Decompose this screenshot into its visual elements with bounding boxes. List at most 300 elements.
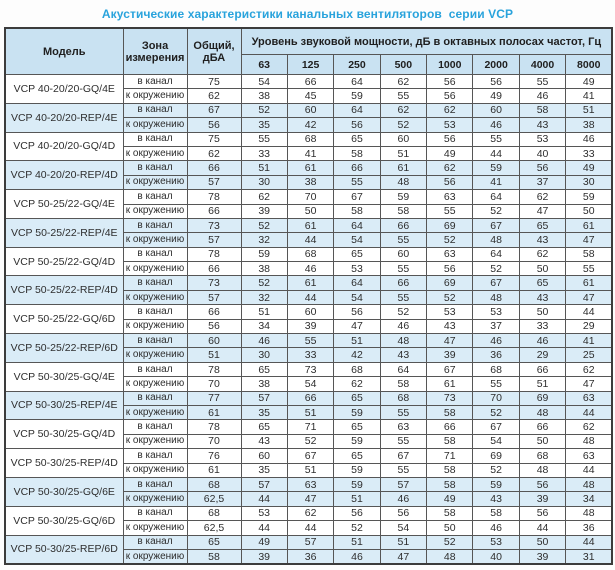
level-cell: 55 bbox=[380, 89, 426, 103]
model-cell: VCP 50-25/22-REP/6D bbox=[5, 334, 123, 363]
total-dba-cell: 57 bbox=[187, 233, 241, 247]
level-cell: 53 bbox=[427, 305, 473, 319]
level-cell: 68 bbox=[380, 391, 426, 405]
table-row bbox=[5, 391, 612, 405]
level-cell: 45 bbox=[287, 89, 333, 103]
level-cell: 48 bbox=[427, 549, 473, 564]
level-cell: 50 bbox=[519, 305, 565, 319]
level-cell: 38 bbox=[287, 175, 333, 189]
level-cell: 50 bbox=[519, 535, 565, 549]
level-cell: 29 bbox=[519, 348, 565, 362]
level-cell: 58 bbox=[427, 477, 473, 491]
level-cell: 43 bbox=[473, 492, 519, 506]
total-dba-cell: 70 bbox=[187, 434, 241, 448]
level-cell: 49 bbox=[473, 89, 519, 103]
level-cell: 62 bbox=[380, 103, 426, 117]
level-cell: 58 bbox=[427, 506, 473, 520]
level-cell: 62 bbox=[519, 247, 565, 261]
level-cell: 64 bbox=[334, 103, 380, 117]
page-title: Акустические характеристики канальных вентиляторов серии VCP bbox=[101, 7, 514, 21]
total-dba-cell: 62,5 bbox=[187, 492, 241, 506]
level-cell: 60 bbox=[287, 305, 333, 319]
level-cell: 50 bbox=[519, 262, 565, 276]
col-header-freq-2000: 2000 bbox=[473, 55, 519, 75]
level-cell: 62 bbox=[566, 420, 612, 434]
level-cell: 52 bbox=[473, 262, 519, 276]
col-header-freq-125: 125 bbox=[287, 55, 333, 75]
level-cell: 48 bbox=[473, 290, 519, 304]
model-cell: VCP 50-25/22-REP/4E bbox=[5, 218, 123, 247]
total-dba-cell: 62 bbox=[187, 146, 241, 160]
level-cell: 52 bbox=[334, 521, 380, 535]
total-dba-cell: 68 bbox=[187, 477, 241, 491]
zone-to-env-cell: к окружению bbox=[123, 319, 187, 333]
level-cell: 56 bbox=[427, 175, 473, 189]
level-cell: 46 bbox=[287, 262, 333, 276]
level-cell: 59 bbox=[334, 434, 380, 448]
level-cell: 68 bbox=[287, 247, 333, 261]
level-cell: 58 bbox=[380, 377, 426, 391]
table-row bbox=[5, 535, 612, 549]
level-cell: 52 bbox=[473, 405, 519, 419]
level-cell: 59 bbox=[334, 89, 380, 103]
level-cell: 58 bbox=[427, 405, 473, 419]
zone-to-env-cell: к окружению bbox=[123, 434, 187, 448]
level-cell: 63 bbox=[566, 449, 612, 463]
zone-in-duct-cell: в канал bbox=[123, 75, 187, 89]
level-cell: 30 bbox=[241, 348, 287, 362]
table-row bbox=[5, 190, 612, 204]
zone-to-env-cell: к окружению bbox=[123, 262, 187, 276]
level-cell: 44 bbox=[241, 492, 287, 506]
level-cell: 34 bbox=[241, 319, 287, 333]
level-cell: 44 bbox=[566, 405, 612, 419]
level-cell: 66 bbox=[519, 420, 565, 434]
level-cell: 53 bbox=[473, 535, 519, 549]
table-row bbox=[5, 103, 612, 117]
level-cell: 29 bbox=[566, 319, 612, 333]
level-cell: 53 bbox=[427, 118, 473, 132]
zone-to-env-cell: к окружению bbox=[123, 204, 187, 218]
level-cell: 47 bbox=[566, 377, 612, 391]
level-cell: 59 bbox=[473, 161, 519, 175]
level-cell: 55 bbox=[287, 334, 333, 348]
zone-to-env-cell: к окружению bbox=[123, 549, 187, 564]
level-cell: 56 bbox=[334, 118, 380, 132]
level-cell: 55 bbox=[473, 132, 519, 146]
table-row bbox=[5, 132, 612, 146]
level-cell: 53 bbox=[519, 132, 565, 146]
level-cell: 33 bbox=[287, 348, 333, 362]
level-cell: 57 bbox=[287, 535, 333, 549]
level-cell: 59 bbox=[334, 463, 380, 477]
level-cell: 39 bbox=[519, 549, 565, 564]
level-cell: 66 bbox=[287, 391, 333, 405]
level-cell: 46 bbox=[473, 118, 519, 132]
level-cell: 63 bbox=[380, 420, 426, 434]
level-cell: 56 bbox=[473, 75, 519, 89]
level-cell: 39 bbox=[287, 319, 333, 333]
level-cell: 64 bbox=[380, 362, 426, 376]
level-cell: 62 bbox=[241, 190, 287, 204]
level-cell: 46 bbox=[566, 132, 612, 146]
level-cell: 53 bbox=[473, 305, 519, 319]
table-row bbox=[5, 305, 612, 319]
table-row bbox=[5, 420, 612, 434]
level-cell: 52 bbox=[473, 463, 519, 477]
level-cell: 65 bbox=[334, 247, 380, 261]
model-cell: VCP 50-25/22-REP/4D bbox=[5, 276, 123, 305]
level-cell: 49 bbox=[427, 146, 473, 160]
level-cell: 30 bbox=[241, 175, 287, 189]
level-cell: 62 bbox=[334, 377, 380, 391]
level-cell: 33 bbox=[241, 146, 287, 160]
level-cell: 37 bbox=[473, 319, 519, 333]
level-cell: 41 bbox=[566, 334, 612, 348]
level-cell: 55 bbox=[473, 377, 519, 391]
model-cell: VCP 50-25/22-GQ/4E bbox=[5, 190, 123, 219]
col-header-freq-250: 250 bbox=[334, 55, 380, 75]
table-body bbox=[5, 75, 612, 565]
total-dba-cell: 62 bbox=[187, 89, 241, 103]
col-header-freq-63: 63 bbox=[241, 55, 287, 75]
level-cell: 55 bbox=[427, 204, 473, 218]
total-dba-cell: 66 bbox=[187, 204, 241, 218]
total-dba-cell: 68 bbox=[187, 506, 241, 520]
zone-to-env-cell: к окружению bbox=[123, 89, 187, 103]
zone-to-env-cell: к окружению bbox=[123, 405, 187, 419]
level-cell: 52 bbox=[380, 305, 426, 319]
level-cell: 59 bbox=[380, 190, 426, 204]
level-cell: 39 bbox=[519, 492, 565, 506]
level-cell: 52 bbox=[427, 535, 473, 549]
level-cell: 56 bbox=[427, 262, 473, 276]
level-cell: 41 bbox=[473, 175, 519, 189]
level-cell: 56 bbox=[519, 477, 565, 491]
zone-in-duct-cell: в канал bbox=[123, 334, 187, 348]
level-cell: 61 bbox=[287, 276, 333, 290]
level-cell: 58 bbox=[334, 146, 380, 160]
level-cell: 56 bbox=[427, 75, 473, 89]
level-cell: 62 bbox=[427, 103, 473, 117]
level-cell: 67 bbox=[427, 362, 473, 376]
level-cell: 51 bbox=[380, 535, 426, 549]
level-cell: 66 bbox=[519, 362, 565, 376]
total-dba-cell: 58 bbox=[187, 549, 241, 564]
level-cell: 38 bbox=[241, 89, 287, 103]
level-cell: 70 bbox=[473, 391, 519, 405]
level-cell: 57 bbox=[380, 477, 426, 491]
level-cell: 54 bbox=[380, 521, 426, 535]
level-cell: 44 bbox=[566, 305, 612, 319]
level-cell: 61 bbox=[287, 161, 333, 175]
level-cell: 47 bbox=[566, 290, 612, 304]
level-cell: 61 bbox=[427, 377, 473, 391]
level-cell: 67 bbox=[380, 449, 426, 463]
total-dba-cell: 56 bbox=[187, 319, 241, 333]
level-cell: 44 bbox=[566, 463, 612, 477]
level-cell: 38 bbox=[241, 262, 287, 276]
level-cell: 38 bbox=[566, 118, 612, 132]
level-cell: 34 bbox=[566, 492, 612, 506]
level-cell: 67 bbox=[473, 218, 519, 232]
zone-to-env-cell: к окружению bbox=[123, 492, 187, 506]
level-cell: 65 bbox=[334, 132, 380, 146]
level-cell: 35 bbox=[241, 463, 287, 477]
level-cell: 33 bbox=[519, 319, 565, 333]
col-header-freq-500: 500 bbox=[380, 55, 426, 75]
total-dba-cell: 66 bbox=[187, 262, 241, 276]
total-dba-cell: 78 bbox=[187, 362, 241, 376]
table-row bbox=[5, 506, 612, 520]
level-cell: 61 bbox=[380, 161, 426, 175]
model-cell: VCP 40-20/20-REP/4D bbox=[5, 161, 123, 190]
zone-to-env-cell: к окружению bbox=[123, 521, 187, 535]
level-cell: 36 bbox=[287, 549, 333, 564]
level-cell: 25 bbox=[566, 348, 612, 362]
level-cell: 51 bbox=[380, 146, 426, 160]
level-cell: 44 bbox=[287, 233, 333, 247]
level-cell: 43 bbox=[380, 348, 426, 362]
level-cell: 48 bbox=[566, 434, 612, 448]
level-cell: 52 bbox=[241, 276, 287, 290]
level-cell: 39 bbox=[241, 204, 287, 218]
level-cell: 48 bbox=[566, 477, 612, 491]
zone-in-duct-cell: в канал bbox=[123, 190, 187, 204]
level-cell: 55 bbox=[334, 175, 380, 189]
level-cell: 56 bbox=[519, 161, 565, 175]
level-cell: 52 bbox=[427, 290, 473, 304]
level-cell: 69 bbox=[473, 449, 519, 463]
model-cell: VCP 50-30/25-REP/6D bbox=[5, 535, 123, 564]
level-cell: 73 bbox=[427, 391, 473, 405]
level-cell: 67 bbox=[473, 420, 519, 434]
level-cell: 69 bbox=[519, 391, 565, 405]
zone-to-env-cell: к окружению bbox=[123, 463, 187, 477]
level-cell: 47 bbox=[287, 492, 333, 506]
level-cell: 60 bbox=[380, 132, 426, 146]
model-cell: VCP 50-30/25-GQ/4D bbox=[5, 420, 123, 449]
level-cell: 58 bbox=[566, 247, 612, 261]
zone-to-env-cell: к окружению bbox=[123, 348, 187, 362]
level-cell: 40 bbox=[519, 146, 565, 160]
level-cell: 59 bbox=[241, 247, 287, 261]
level-cell: 38 bbox=[241, 377, 287, 391]
level-cell: 63 bbox=[566, 391, 612, 405]
level-cell: 48 bbox=[380, 175, 426, 189]
zone-in-duct-cell: в канал bbox=[123, 103, 187, 117]
level-cell: 70 bbox=[287, 190, 333, 204]
level-cell: 36 bbox=[473, 348, 519, 362]
model-cell: VCP 50-25/22-GQ/6D bbox=[5, 305, 123, 334]
level-cell: 44 bbox=[566, 535, 612, 549]
total-dba-cell: 57 bbox=[187, 290, 241, 304]
level-cell: 62 bbox=[566, 362, 612, 376]
total-dba-cell: 73 bbox=[187, 276, 241, 290]
level-cell: 52 bbox=[241, 103, 287, 117]
level-cell: 68 bbox=[334, 362, 380, 376]
level-cell: 67 bbox=[334, 190, 380, 204]
level-cell: 59 bbox=[473, 477, 519, 491]
level-cell: 55 bbox=[566, 262, 612, 276]
zone-in-duct-cell: в канал bbox=[123, 477, 187, 491]
zone-to-env-cell: к окружению bbox=[123, 290, 187, 304]
level-cell: 52 bbox=[287, 434, 333, 448]
zone-in-duct-cell: в канал bbox=[123, 247, 187, 261]
level-cell: 56 bbox=[334, 305, 380, 319]
level-cell: 50 bbox=[519, 434, 565, 448]
table-row bbox=[5, 161, 612, 175]
level-cell: 56 bbox=[380, 506, 426, 520]
level-cell: 33 bbox=[566, 146, 612, 160]
zone-to-env-cell: к окружению bbox=[123, 377, 187, 391]
level-cell: 50 bbox=[287, 204, 333, 218]
level-cell: 42 bbox=[287, 118, 333, 132]
table-row bbox=[5, 334, 612, 348]
level-cell: 66 bbox=[334, 161, 380, 175]
level-cell: 48 bbox=[519, 405, 565, 419]
level-cell: 58 bbox=[380, 204, 426, 218]
table-row bbox=[5, 449, 612, 463]
table-header bbox=[5, 28, 612, 75]
table-row bbox=[5, 276, 612, 290]
level-cell: 51 bbox=[287, 405, 333, 419]
level-cell: 51 bbox=[334, 535, 380, 549]
level-cell: 66 bbox=[287, 75, 333, 89]
level-cell: 51 bbox=[287, 463, 333, 477]
zone-in-duct-cell: в канал bbox=[123, 535, 187, 549]
level-cell: 47 bbox=[519, 204, 565, 218]
level-cell: 60 bbox=[241, 449, 287, 463]
level-cell: 35 bbox=[241, 405, 287, 419]
level-cell: 61 bbox=[566, 276, 612, 290]
level-cell: 44 bbox=[287, 290, 333, 304]
level-cell: 58 bbox=[473, 506, 519, 520]
total-dba-cell: 62,5 bbox=[187, 521, 241, 535]
level-cell: 60 bbox=[287, 103, 333, 117]
level-cell: 51 bbox=[241, 305, 287, 319]
level-cell: 68 bbox=[473, 362, 519, 376]
level-cell: 64 bbox=[334, 218, 380, 232]
zone-in-duct-cell: в канал bbox=[123, 132, 187, 146]
level-cell: 50 bbox=[566, 204, 612, 218]
level-cell: 49 bbox=[241, 535, 287, 549]
level-cell: 57 bbox=[241, 391, 287, 405]
level-cell: 46 bbox=[473, 521, 519, 535]
level-cell: 51 bbox=[241, 161, 287, 175]
level-cell: 62 bbox=[380, 75, 426, 89]
level-cell: 60 bbox=[473, 103, 519, 117]
total-dba-cell: 76 bbox=[187, 449, 241, 463]
level-cell: 43 bbox=[519, 233, 565, 247]
level-cell: 56 bbox=[334, 506, 380, 520]
table-row bbox=[5, 75, 612, 89]
level-cell: 52 bbox=[380, 118, 426, 132]
model-cell: VCP 40-20/20-GQ/4E bbox=[5, 75, 123, 104]
model-cell: VCP 50-30/25-GQ/6E bbox=[5, 477, 123, 506]
level-cell: 59 bbox=[334, 405, 380, 419]
total-dba-cell: 75 bbox=[187, 75, 241, 89]
zone-in-duct-cell: в канал bbox=[123, 362, 187, 376]
table-row bbox=[5, 247, 612, 261]
model-cell: VCP 40-20/20-REP/4E bbox=[5, 103, 123, 132]
level-cell: 65 bbox=[241, 362, 287, 376]
level-cell: 43 bbox=[519, 290, 565, 304]
level-cell: 53 bbox=[241, 506, 287, 520]
level-cell: 46 bbox=[380, 319, 426, 333]
zone-in-duct-cell: в канал bbox=[123, 506, 187, 520]
level-cell: 65 bbox=[334, 420, 380, 434]
level-cell: 31 bbox=[566, 549, 612, 564]
level-cell: 57 bbox=[241, 477, 287, 491]
level-cell: 60 bbox=[380, 247, 426, 261]
level-cell: 58 bbox=[427, 463, 473, 477]
level-cell: 46 bbox=[380, 492, 426, 506]
level-cell: 62 bbox=[287, 506, 333, 520]
level-cell: 62 bbox=[519, 190, 565, 204]
zone-to-env-cell: к окружению bbox=[123, 233, 187, 247]
total-dba-cell: 61 bbox=[187, 463, 241, 477]
total-dba-cell: 66 bbox=[187, 305, 241, 319]
level-cell: 67 bbox=[473, 276, 519, 290]
level-cell: 49 bbox=[566, 161, 612, 175]
level-cell: 71 bbox=[287, 420, 333, 434]
level-cell: 66 bbox=[427, 420, 473, 434]
zone-in-duct-cell: в канал bbox=[123, 161, 187, 175]
level-cell: 66 bbox=[380, 218, 426, 232]
level-cell: 71 bbox=[427, 449, 473, 463]
level-cell: 64 bbox=[473, 190, 519, 204]
level-cell: 55 bbox=[380, 262, 426, 276]
level-cell: 67 bbox=[287, 449, 333, 463]
level-cell: 48 bbox=[519, 463, 565, 477]
level-cell: 44 bbox=[473, 146, 519, 160]
level-cell: 54 bbox=[241, 75, 287, 89]
level-cell: 51 bbox=[566, 103, 612, 117]
total-dba-cell: 73 bbox=[187, 218, 241, 232]
level-cell: 47 bbox=[380, 549, 426, 564]
table-row bbox=[5, 362, 612, 376]
col-header-freq-8000: 8000 bbox=[566, 55, 612, 75]
level-cell: 51 bbox=[334, 334, 380, 348]
level-cell: 46 bbox=[519, 334, 565, 348]
level-cell: 36 bbox=[566, 521, 612, 535]
total-dba-cell: 78 bbox=[187, 420, 241, 434]
model-cell: VCP 50-25/22-GQ/4D bbox=[5, 247, 123, 276]
level-cell: 41 bbox=[566, 89, 612, 103]
level-cell: 69 bbox=[427, 218, 473, 232]
col-header-freq-1000: 1000 bbox=[427, 55, 473, 75]
zone-in-duct-cell: в канал bbox=[123, 305, 187, 319]
level-cell: 58 bbox=[334, 204, 380, 218]
level-cell: 35 bbox=[241, 118, 287, 132]
level-cell: 52 bbox=[427, 233, 473, 247]
level-cell: 55 bbox=[380, 290, 426, 304]
level-cell: 55 bbox=[380, 233, 426, 247]
level-cell: 39 bbox=[427, 348, 473, 362]
level-cell: 58 bbox=[427, 434, 473, 448]
total-dba-cell: 75 bbox=[187, 132, 241, 146]
level-cell: 40 bbox=[473, 549, 519, 564]
level-cell: 66 bbox=[380, 276, 426, 290]
level-cell: 48 bbox=[566, 506, 612, 520]
level-cell: 62 bbox=[427, 161, 473, 175]
model-cell: VCP 50-30/25-GQ/6D bbox=[5, 506, 123, 535]
level-cell: 61 bbox=[287, 218, 333, 232]
total-dba-cell: 66 bbox=[187, 161, 241, 175]
total-dba-cell: 60 bbox=[187, 334, 241, 348]
level-cell: 55 bbox=[241, 132, 287, 146]
